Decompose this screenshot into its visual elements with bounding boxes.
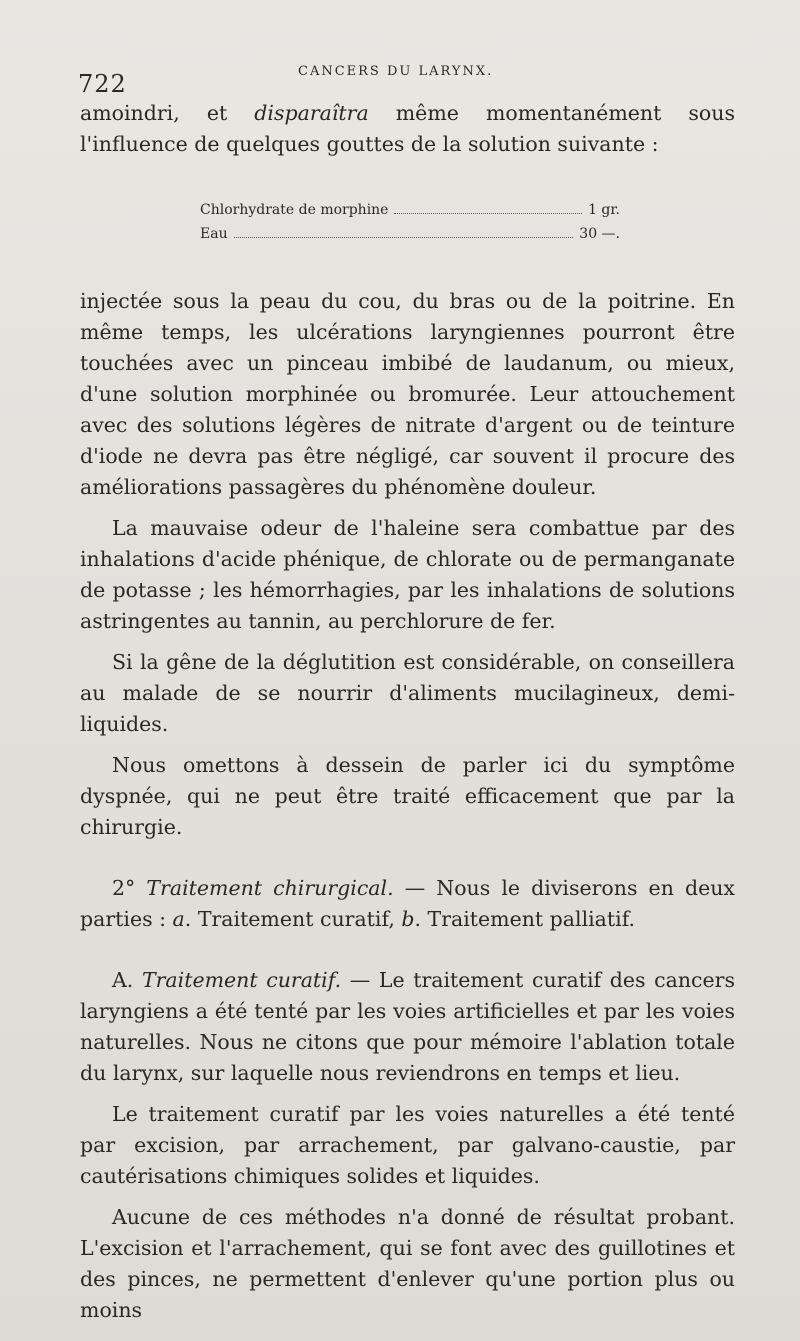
section-heading-italic: Traitement curatif.	[141, 968, 342, 992]
paragraph-methods: Aucune de ces méthodes n'a donné de résultat probant. L'excision et l'arrachement, qui se font avec des guillotines et des pinces, ne permettent d'enlever qu'une portion plus ou moins	[80, 1205, 735, 1322]
paragraph-deglutition: Si la gêne de la déglutition est considérable, on conseillera au malade de se nourrir d'aliments mucilagineux, demi-liquides.	[80, 650, 735, 736]
formula-row	[200, 222, 620, 246]
formula-row	[200, 198, 620, 222]
formula-ingredient: Chlorhydrate de morphine	[200, 202, 389, 218]
formula-quantity: 1 gr.	[588, 202, 620, 218]
dot-leader	[234, 227, 574, 238]
paragraph-surgical-treatment: 2° Traitement chirurgical. — Nous le diviserons en deux parties : a. Traitement curatif, b. Traitement palliatif.	[80, 876, 735, 931]
dot-leader	[394, 203, 582, 214]
formula-ingredient: Eau	[200, 226, 228, 242]
prescription-formula	[200, 198, 620, 246]
formula-quantity: 30 —.	[579, 226, 620, 242]
paragraph-dyspnea: Nous omettons à dessein de parler ici du symptôme dyspnée, qui ne peut être traité efficacement que par la chirurgie.	[80, 753, 735, 839]
paragraph-breath-odor: La mauvaise odeur de l'haleine sera combattue par des inhalations d'acide phénique, de chlorate ou de permanganate de potasse ; les hémorrhagies, par les inhalations de solutions astringentes au tannin, au perchlorure de fer.	[80, 516, 735, 633]
page-header	[78, 60, 740, 98]
page-number: 722	[78, 70, 127, 98]
paragraph-curative-treatment: A. Traitement curatif. — Le traitement curatif des cancers laryngiens a été tenté par les voies artificielles et par les voies naturelles. Nous ne citons que pour mémoire l'ablation totale du larynx, sur laquelle nous reviendrons en temps et lieu.	[80, 968, 735, 1085]
paragraph-injection: injectée sous la peau du cou, du bras ou de la poitrine. En même temps, les ulcérations laryngiennes pourront être touchées avec un pinceau imbibé de laudanum, ou mieux, d'une solution morphinée ou bromurée. Leur attouchement avec des solutions légères de nitrate d'argent ou de teinture d'iode ne devra pas être négligé, car souvent il procure des améliorations passagères du phénomène douleur.	[80, 289, 735, 499]
running-title: CANCERS DU LARYNX.	[298, 64, 494, 79]
paragraph-natural-routes: Le traitement curatif par les voies naturelles a été tenté par excision, par arrachement, par galvano-caustie, par cautérisations chimiques solides et liquides.	[80, 1102, 735, 1188]
paragraph-continuation: amoindri, et disparaîtra même momentanément sous l'influence de quelques gouttes de la solution suivante :	[80, 101, 735, 156]
italic-word: disparaîtra	[254, 101, 369, 125]
page-body	[80, 98, 735, 1326]
section-heading-italic: Traitement chirurgical.	[146, 876, 394, 900]
